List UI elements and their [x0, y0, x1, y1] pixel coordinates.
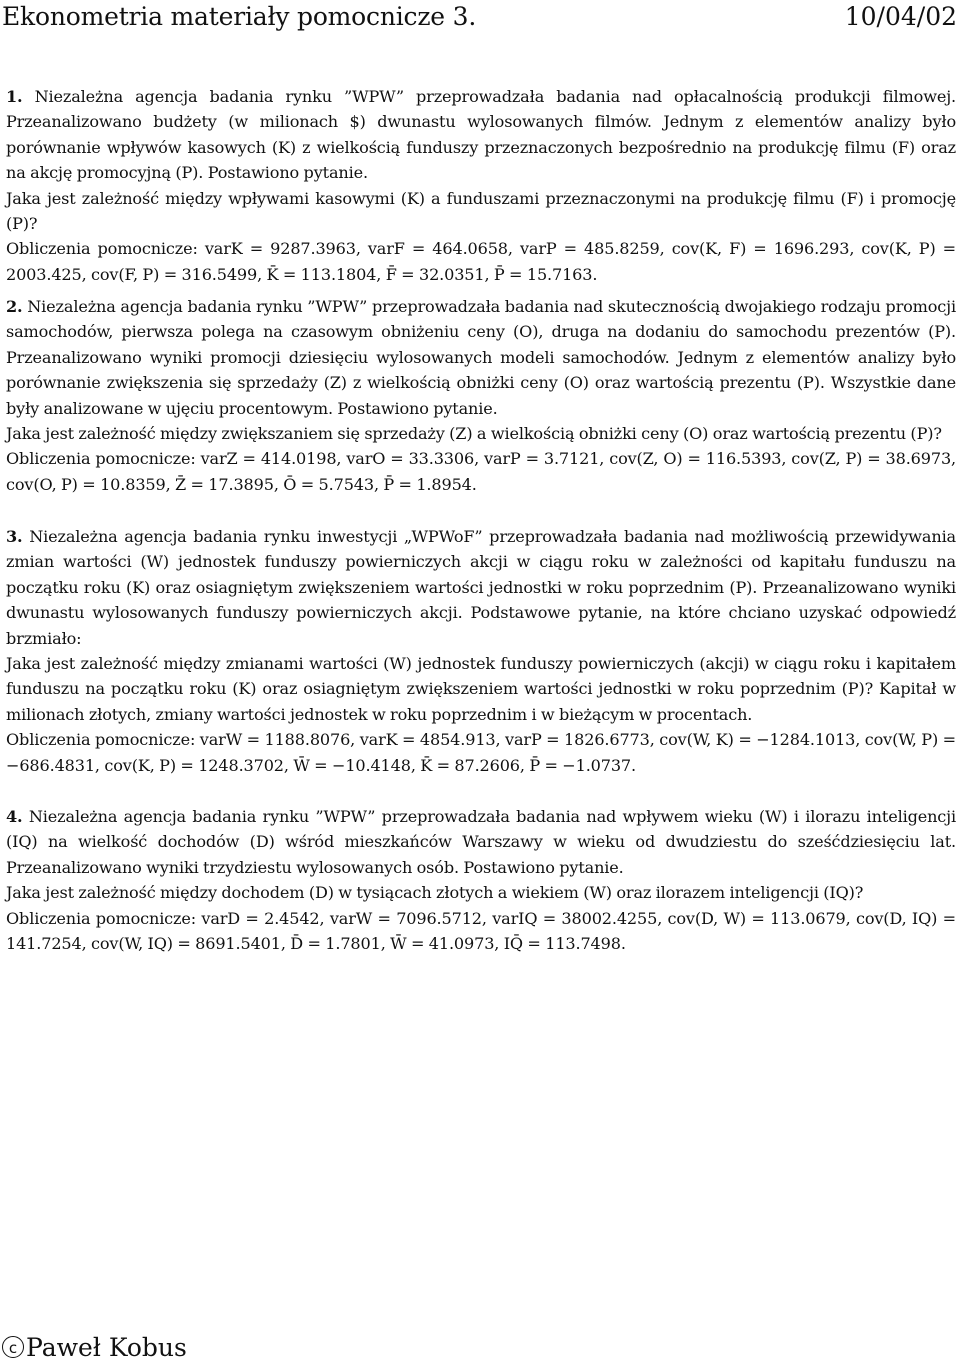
problem-calculations: Obliczenia pomocnicze: varK = 9287.3963, varF = 464.0658, varP = 485.8259, cov(K, F) = 1696.293, cov(K, P) = 2003.425, cov(F, P) = 316.5499, K̄ = 113.1804, F̄ = 32.0351, P̄ = 15.7163.: [6, 239, 956, 284]
document-date: 10/04/02: [844, 2, 957, 31]
problem-question: Jaka jest zależność między zwiększaniem się sprzedaży (Z) a wielkością obniżki ceny (O) oraz wartością prezentu (P)?: [6, 424, 942, 444]
copyright-icon: c: [2, 1336, 24, 1358]
problem-intro: [6, 524, 956, 651]
problem-3: [6, 524, 956, 778]
author-name: Paweł Kobus: [26, 1333, 187, 1362]
document-title: Ekonometria materiały pomocnicze 3.: [2, 2, 477, 31]
problem-calculations: Obliczenia pomocnicze: varZ = 414.0198, varO = 33.3306, varP = 3.7121, cov(Z, O) = 116.5393, cov(Z, P) = 38.6973, cov(O, P) = 10.8359, Z̄ = 17.3895, Ō = 5.7543, P̄ = 1.8954.: [6, 449, 956, 494]
problem-intro: [6, 294, 956, 421]
page-footer: [2, 1333, 187, 1362]
problem-calculations: Obliczenia pomocnicze: varD = 2.4542, varW = 7096.5712, varIQ = 38002.4255, cov(D, W) = 113.0679, cov(D, IQ) = 141.7254, cov(W, IQ) = 8691.5401, D̄ = 1.7801, W̄ = 41.0973, IQ̄ = 113.7498.: [6, 908, 956, 954]
problem-number: 4.: [6, 807, 23, 826]
problem-intro: [6, 804, 956, 880]
problem-intro-text: Niezależna agencja badania rynku ”WPW” przeprowadzała badania nad skutecznością dwojakiego rodzaju promocji samochodów, pierwsza polega na czasowym obniżeniu ceny (O), druga na dodaniu do samochodu prezentów (P). Przeanalizowano wyniki promocji dziesięciu wylosowanych modeli samochodów. Jednym z elementów analizy było porównanie zwiększenia się sprzedaży (Z) z wielkością obniżki ceny (O) oraz wartością prezentu (P). Wszystkie dane były analizowane w ujęciu procentowym. Postawiono pytanie.: [6, 297, 956, 418]
problem-2: [6, 294, 956, 497]
problem-number: 1.: [6, 87, 23, 106]
problem-1: [6, 84, 956, 287]
problem-number: 2.: [6, 297, 23, 316]
problem-number: 3.: [6, 527, 23, 546]
problem-calculations: Obliczenia pomocnicze: varW = 1188.8076, varK = 4854.913, varP = 1826.6773, cov(W, K) = −1284.1013, cov(W, P) = −686.4831, cov(K, P) = 1248.3702, W̄ = −10.4148, K̄ = 87.2606, P̄ = −1.0737.: [6, 730, 956, 775]
problem-intro-text: Niezależna agencja badania rynku ”WPW” przeprowadzała badania nad opłacalnością produkcji filmowej. Przeanalizowano budżety (w milionach $) dwunastu wylosowanych filmów. Jednym z elementów analizy było porównanie wpływów kasowych (K) z wielkością funduszy przeznaczonych bezpośrednio na produkcję filmu (F) oraz na akcję promocyjną (P). Postawiono pytanie.: [6, 87, 956, 183]
problem-4: [6, 804, 956, 956]
problem-intro-text: Niezależna agencja badania rynku ”WPW” przeprowadzała badania nad wpływem wieku (W) i ilorazu inteligencji (IQ) na wielkość dochodów (D) wśród mieszkańców Warszawy w wieku od dwudziestu do sześćdziesięciu lat. Przeanalizowano wyniki trzydziestu wylosowanych osób. Postawiono pytanie.: [6, 807, 957, 877]
problem-question: Jaka jest zależność między zmianami wartości (W) jednostek funduszy powierniczych (akcji) w ciągu roku i kapitałem funduszu na początku roku (K) oraz osiagniętym zwiększeniem wartości jednostki w roku poprzednim (P)? Kapitał w milionach złotych, zmiany wartości jednostek w roku poprzednim i w bieżącym w procentach.: [6, 654, 956, 724]
problem-question: Jaka jest zależność między wpływami kasowymi (K) a funduszami przeznaczonymi na produkcję filmu (F) i promocję (P)?: [6, 188, 956, 234]
page-header: [2, 2, 957, 42]
problem-intro-text: Niezależna agencja badania rynku inwestycji „WPWoF” przeprowadzała badania nad możliwością przewidywania zmian wartości (W) jednostek funduszy powierniczych akcji w ciągu roku w zależności od kapitału funduszu na początku roku (K) oraz osiagniętym zwiększeniem wartości jednostki w roku poprzednim (P). Przeanalizowano wyniki dwunastu wylosowanych funduszy powierniczych akcji. Podstawowe pytanie, na które chciano uzyskać odpowiedź brzmiało:: [6, 527, 957, 648]
problem-question: Jaka jest zależność między dochodem (D) w tysiącach złotych a wiekiem (W) oraz ilorazem inteligencji (IQ)?: [6, 883, 864, 903]
problem-intro: [6, 84, 956, 186]
